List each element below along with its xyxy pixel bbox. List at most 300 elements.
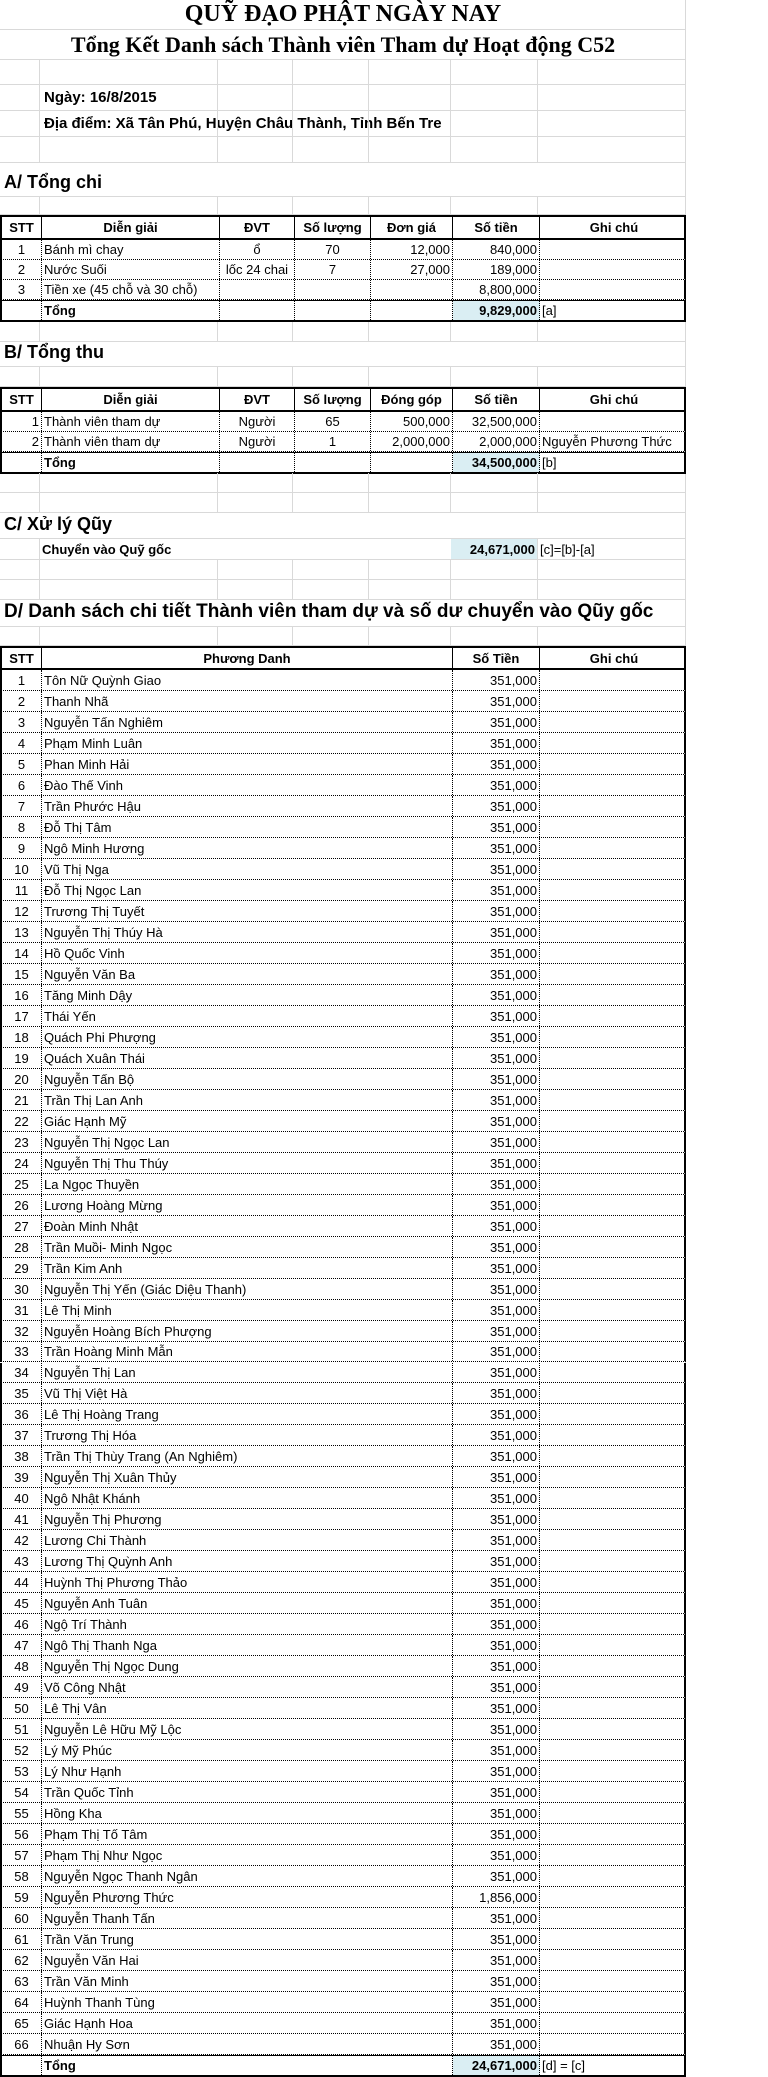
- name-cell[interactable]: Nguyễn Thị Yến (Giác Diệu Thanh): [42, 1279, 453, 1299]
- column-header[interactable]: STT: [2, 648, 42, 668]
- stt-cell[interactable]: 60: [2, 1908, 42, 1928]
- cell[interactable]: [40, 85, 218, 110]
- stt-cell[interactable]: 36: [2, 1404, 42, 1424]
- amount-cell[interactable]: 351,000: [453, 1992, 540, 2012]
- cell[interactable]: [369, 627, 451, 645]
- amount-cell[interactable]: 351,000: [453, 712, 540, 732]
- stt-cell[interactable]: 53: [2, 1761, 42, 1781]
- stt-cell[interactable]: 56: [2, 1824, 42, 1844]
- cell[interactable]: [293, 60, 369, 84]
- note-cell[interactable]: [540, 1195, 688, 1215]
- name-cell[interactable]: Phạm Thị Tố Tâm: [42, 1824, 453, 1844]
- name-cell[interactable]: Lê Thị Minh: [42, 1300, 453, 1320]
- name-cell[interactable]: Nguyễn Thị Thúy Hà: [42, 922, 453, 942]
- name-cell[interactable]: Trương Thị Tuyết: [42, 901, 453, 921]
- note-cell[interactable]: [540, 1111, 688, 1131]
- amount-cell[interactable]: 351,000: [453, 922, 540, 942]
- note-cell[interactable]: [540, 880, 688, 900]
- note-cell[interactable]: [540, 1530, 688, 1550]
- note-cell[interactable]: [540, 1237, 688, 1257]
- note-cell[interactable]: [540, 1300, 688, 1320]
- name-cell[interactable]: Nguyễn Lê Hữu Mỹ Lộc: [42, 1719, 453, 1739]
- stt-cell[interactable]: 2: [2, 691, 42, 711]
- note-cell[interactable]: [540, 1656, 688, 1676]
- amount-cell[interactable]: 351,000: [453, 1866, 540, 1886]
- column-header[interactable]: STT: [2, 217, 42, 238]
- column-header[interactable]: Ghi chú: [589, 650, 639, 666]
- amount-cell[interactable]: 351,000: [453, 1488, 540, 1508]
- note-cell[interactable]: [540, 1614, 688, 1634]
- stt-cell[interactable]: 9: [2, 838, 42, 858]
- stt-cell[interactable]: 1: [2, 670, 42, 690]
- column-header[interactable]: Đơn giá: [371, 217, 453, 238]
- cell[interactable]: [293, 111, 369, 136]
- column-header[interactable]: Số lượng: [295, 217, 371, 238]
- amount-cell[interactable]: 351,000: [453, 985, 540, 1005]
- amount-cell[interactable]: 351,000: [453, 1656, 540, 1676]
- name-cell[interactable]: Huỳnh Thị Phương Thảo: [42, 1572, 453, 1592]
- amount-cell[interactable]: 351,000: [453, 1383, 540, 1403]
- stt-cell[interactable]: 19: [2, 1048, 42, 1068]
- amount-cell[interactable]: 351,000: [453, 1467, 540, 1487]
- amount-cell[interactable]: 351,000: [453, 1551, 540, 1571]
- note-cell[interactable]: [540, 1069, 688, 1089]
- qty-cell[interactable]: 70: [295, 240, 371, 259]
- name-cell[interactable]: Nguyễn Anh Tuân: [42, 1593, 453, 1613]
- column-header[interactable]: Số Tiền: [453, 648, 540, 668]
- note-cell[interactable]: [540, 1488, 688, 1508]
- cell[interactable]: [0, 137, 40, 162]
- note-cell[interactable]: [540, 796, 688, 816]
- cell[interactable]: [369, 137, 451, 162]
- name-cell[interactable]: Trần Quốc Tỉnh: [42, 1782, 453, 1802]
- name-cell[interactable]: Nguyễn Văn Hai: [42, 1950, 453, 1970]
- note-cell[interactable]: [540, 1551, 688, 1571]
- stt-cell[interactable]: 34: [2, 1363, 42, 1383]
- stt-cell[interactable]: 58: [2, 1866, 42, 1886]
- name-cell[interactable]: Lương Hoàng Mừng: [42, 1195, 453, 1215]
- name-cell[interactable]: Lương Chi Thành: [42, 1530, 453, 1550]
- cell[interactable]: [293, 367, 369, 386]
- note-cell[interactable]: [540, 1321, 688, 1341]
- cell[interactable]: [218, 111, 293, 136]
- note-cell[interactable]: [540, 1761, 688, 1781]
- stt-cell[interactable]: 4: [2, 733, 42, 753]
- total-label[interactable]: Tổng: [42, 301, 220, 320]
- qty-cell[interactable]: [295, 280, 371, 299]
- note-cell[interactable]: [540, 280, 688, 299]
- stt-cell[interactable]: 57: [2, 1845, 42, 1865]
- desc-cell[interactable]: Nước Suối: [42, 260, 220, 279]
- stt-cell[interactable]: 22: [2, 1111, 42, 1131]
- cell[interactable]: [220, 301, 295, 320]
- name-cell[interactable]: Trần Kim Anh: [42, 1258, 453, 1278]
- stt-cell[interactable]: 37: [2, 1425, 42, 1445]
- price-cell[interactable]: 12,000: [371, 240, 453, 259]
- note-cell[interactable]: [540, 1509, 688, 1529]
- name-cell[interactable]: Hồ Quốc Vinh: [42, 943, 453, 963]
- name-cell[interactable]: Quách Phi Phượng: [42, 1027, 453, 1047]
- stt-cell[interactable]: 47: [2, 1635, 42, 1655]
- note-cell[interactable]: [540, 260, 688, 279]
- cell[interactable]: [2, 301, 42, 320]
- stt-cell[interactable]: 28: [2, 1237, 42, 1257]
- name-cell[interactable]: Trương Thị Hóa: [42, 1425, 453, 1445]
- amount-cell[interactable]: 351,000: [453, 733, 540, 753]
- amount-cell[interactable]: 351,000: [453, 964, 540, 984]
- note-cell[interactable]: [540, 1845, 688, 1865]
- cell[interactable]: [218, 627, 293, 645]
- cell[interactable]: [369, 473, 451, 492]
- amount-cell[interactable]: 351,000: [453, 754, 540, 774]
- cell[interactable]: [2, 2056, 42, 2075]
- amount-cell[interactable]: 351,000: [453, 1027, 540, 1047]
- name-cell[interactable]: Thanh Nhã: [42, 691, 453, 711]
- note-cell[interactable]: [540, 1216, 688, 1236]
- price-cell[interactable]: [371, 280, 453, 299]
- note-cell[interactable]: [540, 754, 688, 774]
- stt-cell[interactable]: 7: [2, 796, 42, 816]
- amount-cell[interactable]: 351,000: [453, 1090, 540, 1110]
- note-cell[interactable]: [540, 922, 688, 942]
- note-cell[interactable]: [540, 1950, 688, 1970]
- amount-cell[interactable]: 351,000: [453, 1446, 540, 1466]
- total-label[interactable]: Tổng: [42, 453, 220, 472]
- cell[interactable]: [369, 493, 451, 512]
- stt-cell[interactable]: 32: [2, 1321, 42, 1341]
- name-cell[interactable]: Hồng Kha: [42, 1803, 453, 1823]
- name-cell[interactable]: Đào Thế Vinh: [42, 775, 453, 795]
- column-header[interactable]: ĐVT: [220, 217, 295, 238]
- cell[interactable]: [218, 322, 293, 341]
- desc-cell[interactable]: Bánh mì chay: [42, 240, 220, 259]
- name-cell[interactable]: Trần Thị Thùy Trang (An Nghiêm): [42, 1446, 453, 1466]
- cell[interactable]: [0, 560, 40, 579]
- desc-cell[interactable]: Thành viên tham dự: [42, 432, 220, 451]
- name-cell[interactable]: Lê Thị Vân: [42, 1698, 453, 1718]
- note-cell[interactable]: [540, 712, 688, 732]
- cell[interactable]: [40, 111, 218, 136]
- cell[interactable]: [451, 111, 538, 136]
- qty-cell[interactable]: 7: [295, 260, 371, 279]
- amount-cell[interactable]: 351,000: [453, 1006, 540, 1026]
- cell[interactable]: [451, 627, 538, 645]
- column-header[interactable]: ĐVT: [220, 389, 295, 410]
- amount-cell[interactable]: 351,000: [453, 1740, 540, 1760]
- stt-cell[interactable]: 33: [2, 1342, 42, 1362]
- cell[interactable]: [369, 580, 451, 599]
- cell[interactable]: [218, 137, 293, 162]
- amount-cell[interactable]: 351,000: [453, 775, 540, 795]
- cell[interactable]: [293, 627, 369, 645]
- note-cell[interactable]: [540, 1593, 688, 1613]
- cell[interactable]: [218, 473, 293, 492]
- amount-cell[interactable]: 351,000: [453, 1845, 540, 1865]
- stt-cell[interactable]: 62: [2, 1950, 42, 1970]
- amount-cell[interactable]: 351,000: [453, 1363, 540, 1383]
- stt-cell[interactable]: 13: [2, 922, 42, 942]
- unit-cell[interactable]: Người: [220, 412, 295, 431]
- note-cell[interactable]: [540, 1425, 688, 1445]
- name-cell[interactable]: Nguyễn Thị Ngọc Dung: [42, 1656, 453, 1676]
- amount-cell[interactable]: 840,000: [453, 240, 540, 259]
- stt-cell[interactable]: 42: [2, 1530, 42, 1550]
- stt-cell[interactable]: 55: [2, 1803, 42, 1823]
- amount-cell[interactable]: 351,000: [453, 943, 540, 963]
- note-cell[interactable]: [540, 943, 688, 963]
- stt-cell[interactable]: 40: [2, 1488, 42, 1508]
- amount-cell[interactable]: 351,000: [453, 1195, 540, 1215]
- name-cell[interactable]: Trần Hoàng Minh Mẫn: [42, 1342, 453, 1362]
- cell[interactable]: [0, 539, 40, 559]
- total-note[interactable]: [d] = [c]: [542, 2058, 585, 2073]
- amount-cell[interactable]: 351,000: [453, 1824, 540, 1844]
- cell[interactable]: [40, 473, 218, 492]
- amount-cell[interactable]: 351,000: [453, 1509, 540, 1529]
- cell[interactable]: [218, 560, 293, 579]
- name-cell[interactable]: Lý Như Hạnh: [42, 1761, 453, 1781]
- stt-cell[interactable]: 6: [2, 775, 42, 795]
- name-cell[interactable]: Nguyễn Thị Thu Thúy: [42, 1153, 453, 1173]
- cell[interactable]: [369, 322, 451, 341]
- note-cell[interactable]: [540, 1342, 688, 1362]
- cell[interactable]: [371, 453, 453, 472]
- fund-transfer-label[interactable]: Chuyển vào Quỹ gốc: [42, 542, 172, 557]
- stt-cell[interactable]: 21: [2, 1090, 42, 1110]
- amount-cell[interactable]: 351,000: [453, 1761, 540, 1781]
- amount-cell[interactable]: 351,000: [453, 901, 540, 921]
- amount-cell[interactable]: 351,000: [453, 1216, 540, 1236]
- note-cell[interactable]: [540, 733, 688, 753]
- column-header[interactable]: Phương Danh: [42, 648, 453, 668]
- cell[interactable]: [218, 85, 293, 110]
- stt-cell[interactable]: 17: [2, 1006, 42, 1026]
- note-cell[interactable]: [540, 1782, 688, 1802]
- cell[interactable]: [293, 322, 369, 341]
- name-cell[interactable]: Nguyễn Phương Thức: [42, 1887, 453, 1907]
- note-cell[interactable]: [540, 1887, 688, 1907]
- amount-cell[interactable]: 351,000: [453, 1404, 540, 1424]
- stt-cell[interactable]: 31: [2, 1300, 42, 1320]
- note-cell[interactable]: [540, 1572, 688, 1592]
- name-cell[interactable]: Nguyễn Hoàng Bích Phượng: [42, 1321, 453, 1341]
- note-cell[interactable]: [540, 1048, 688, 1068]
- cell[interactable]: [451, 367, 538, 386]
- stt-cell[interactable]: 1: [2, 412, 42, 431]
- cell[interactable]: [451, 85, 538, 110]
- cell[interactable]: [293, 137, 369, 162]
- stt-cell[interactable]: 27: [2, 1216, 42, 1236]
- cell[interactable]: [293, 85, 369, 110]
- cell[interactable]: [369, 197, 451, 214]
- stt-cell[interactable]: 52: [2, 1740, 42, 1760]
- price-cell[interactable]: 500,000: [371, 412, 453, 431]
- name-cell[interactable]: Huỳnh Thanh Tùng: [42, 1992, 453, 2012]
- name-cell[interactable]: Ngộ Trí Thành: [42, 1614, 453, 1634]
- amount-cell[interactable]: 351,000: [453, 1530, 540, 1550]
- cell[interactable]: [0, 322, 40, 341]
- cell[interactable]: [218, 197, 293, 214]
- amount-cell[interactable]: 351,000: [453, 1132, 540, 1152]
- stt-cell[interactable]: 43: [2, 1551, 42, 1571]
- cell[interactable]: [451, 560, 538, 579]
- name-cell[interactable]: Nhuận Hy Sơn: [42, 2034, 453, 2054]
- note-cell[interactable]: [540, 412, 688, 431]
- desc-cell[interactable]: Tiền xe (45 chỗ và 30 chỗ): [42, 280, 220, 299]
- total-note[interactable]: [a]: [542, 303, 557, 318]
- cell[interactable]: [0, 85, 40, 110]
- name-cell[interactable]: Nguyễn Thị Xuân Thủy: [42, 1467, 453, 1487]
- cell[interactable]: [40, 197, 218, 214]
- stt-cell[interactable]: 39: [2, 1467, 42, 1487]
- stt-cell[interactable]: 46: [2, 1614, 42, 1634]
- cell[interactable]: [40, 322, 218, 341]
- note-cell[interactable]: [540, 691, 688, 711]
- name-cell[interactable]: Lương Thị Quỳnh Anh: [42, 1551, 453, 1571]
- cell[interactable]: [295, 453, 371, 472]
- amount-cell[interactable]: 189,000: [453, 260, 540, 279]
- stt-cell[interactable]: 20: [2, 1069, 42, 1089]
- amount-cell[interactable]: 351,000: [453, 1279, 540, 1299]
- unit-cell[interactable]: Người: [220, 432, 295, 451]
- cell[interactable]: [0, 367, 40, 386]
- cell[interactable]: [369, 367, 451, 386]
- name-cell[interactable]: Thái Yến: [42, 1006, 453, 1026]
- note-cell[interactable]: [540, 1929, 688, 1949]
- cell[interactable]: [40, 60, 218, 84]
- name-cell[interactable]: Nguyễn Tấn Bộ: [42, 1069, 453, 1089]
- name-cell[interactable]: Lê Thị Hoàng Trang: [42, 1404, 453, 1424]
- stt-cell[interactable]: 49: [2, 1677, 42, 1697]
- cell[interactable]: [0, 60, 40, 84]
- note-cell[interactable]: [540, 1467, 688, 1487]
- cell[interactable]: [293, 493, 369, 512]
- note-cell[interactable]: [540, 1824, 688, 1844]
- name-cell[interactable]: Trần Phước Hậu: [42, 796, 453, 816]
- cell[interactable]: [295, 301, 371, 320]
- stt-cell[interactable]: 23: [2, 1132, 42, 1152]
- cell[interactable]: [2, 453, 42, 472]
- amount-cell[interactable]: 351,000: [453, 1300, 540, 1320]
- cell[interactable]: [218, 60, 293, 84]
- name-cell[interactable]: Nguyễn Thị Ngọc Lan: [42, 1132, 453, 1152]
- name-cell[interactable]: Nguyễn Thị Phương: [42, 1509, 453, 1529]
- stt-cell[interactable]: 41: [2, 1509, 42, 1529]
- unit-cell[interactable]: lốc 24 chai: [220, 260, 295, 279]
- note-cell[interactable]: [540, 1803, 688, 1823]
- note-cell[interactable]: [540, 2034, 688, 2054]
- name-cell[interactable]: Đỗ Thị Ngọc Lan: [42, 880, 453, 900]
- stt-cell[interactable]: 50: [2, 1698, 42, 1718]
- cell[interactable]: [40, 627, 218, 645]
- cell[interactable]: [369, 560, 451, 579]
- column-header[interactable]: Diễn giải: [42, 389, 220, 410]
- amount-cell[interactable]: 351,000: [453, 1803, 540, 1823]
- amount-cell[interactable]: 351,000: [453, 1153, 540, 1173]
- amount-cell[interactable]: 351,000: [453, 1614, 540, 1634]
- amount-cell[interactable]: 351,000: [453, 1719, 540, 1739]
- cell[interactable]: [451, 322, 538, 341]
- stt-cell[interactable]: 35: [2, 1383, 42, 1403]
- note-cell[interactable]: [540, 1279, 688, 1299]
- stt-cell[interactable]: 24: [2, 1153, 42, 1173]
- note-cell[interactable]: [540, 1383, 688, 1403]
- amount-cell[interactable]: 351,000: [453, 1048, 540, 1068]
- amount-cell[interactable]: 351,000: [453, 1635, 540, 1655]
- amount-cell[interactable]: 351,000: [453, 1971, 540, 1991]
- note-cell[interactable]: [540, 1174, 688, 1194]
- cell[interactable]: [0, 473, 40, 492]
- price-cell[interactable]: 27,000: [371, 260, 453, 279]
- stt-cell[interactable]: 65: [2, 2013, 42, 2033]
- note-cell[interactable]: [540, 1363, 688, 1383]
- column-header[interactable]: Số tiền: [453, 389, 540, 410]
- column-header[interactable]: Đóng góp: [371, 389, 453, 410]
- stt-cell[interactable]: 3: [2, 712, 42, 732]
- note-cell[interactable]: [540, 817, 688, 837]
- cell[interactable]: [218, 580, 293, 599]
- column-header[interactable]: Số lượng: [295, 389, 371, 410]
- desc-cell[interactable]: Thành viên tham dự: [42, 412, 220, 431]
- stt-cell[interactable]: 14: [2, 943, 42, 963]
- amount-cell[interactable]: 32,500,000: [453, 412, 540, 431]
- cell[interactable]: [40, 137, 218, 162]
- note-cell[interactable]: [540, 964, 688, 984]
- stt-cell[interactable]: 48: [2, 1656, 42, 1676]
- name-cell[interactable]: La Ngọc Thuyền: [42, 1174, 453, 1194]
- stt-cell[interactable]: 12: [2, 901, 42, 921]
- amount-cell[interactable]: 351,000: [453, 838, 540, 858]
- name-cell[interactable]: Vũ Thị Nga: [42, 859, 453, 879]
- amount-cell[interactable]: 351,000: [453, 859, 540, 879]
- cell[interactable]: [40, 560, 218, 579]
- qty-cell[interactable]: 65: [295, 412, 371, 431]
- amount-cell[interactable]: 351,000: [453, 1174, 540, 1194]
- fund-transfer-amount[interactable]: 24,671,000: [451, 539, 538, 559]
- name-cell[interactable]: Vũ Thị Việt Hà: [42, 1383, 453, 1403]
- column-header[interactable]: Diễn giải: [42, 217, 220, 238]
- cell[interactable]: [369, 60, 451, 84]
- amount-cell[interactable]: 1,856,000: [453, 1887, 540, 1907]
- stt-cell[interactable]: 5: [2, 754, 42, 774]
- amount-cell[interactable]: 351,000: [453, 1342, 540, 1362]
- cell[interactable]: [0, 197, 40, 214]
- name-cell[interactable]: Nguyễn Ngọc Thanh Ngân: [42, 1866, 453, 1886]
- amount-cell[interactable]: 351,000: [453, 1069, 540, 1089]
- name-cell[interactable]: Nguyễn Thị Lan: [42, 1363, 453, 1383]
- note-cell[interactable]: [540, 1404, 688, 1424]
- name-cell[interactable]: Tăng Minh Dậy: [42, 985, 453, 1005]
- cell[interactable]: [40, 367, 218, 386]
- cell[interactable]: [0, 493, 40, 512]
- note-cell[interactable]: [540, 1719, 688, 1739]
- unit-cell[interactable]: [220, 280, 295, 299]
- name-cell[interactable]: Giác Hạnh Mỹ: [42, 1111, 453, 1131]
- amount-cell[interactable]: 351,000: [453, 1258, 540, 1278]
- name-cell[interactable]: Phan Minh Hải: [42, 754, 453, 774]
- stt-cell[interactable]: 29: [2, 1258, 42, 1278]
- cell[interactable]: [451, 197, 538, 214]
- name-cell[interactable]: Quách Xuân Thái: [42, 1048, 453, 1068]
- stt-cell[interactable]: 61: [2, 1929, 42, 1949]
- stt-cell[interactable]: 15: [2, 964, 42, 984]
- cell[interactable]: [293, 473, 369, 492]
- note-cell[interactable]: [540, 1132, 688, 1152]
- stt-cell[interactable]: 3: [2, 280, 42, 299]
- cell[interactable]: [451, 473, 538, 492]
- note-cell[interactable]: Nguyễn Phương Thức: [542, 434, 672, 449]
- amount-cell[interactable]: 351,000: [453, 1321, 540, 1341]
